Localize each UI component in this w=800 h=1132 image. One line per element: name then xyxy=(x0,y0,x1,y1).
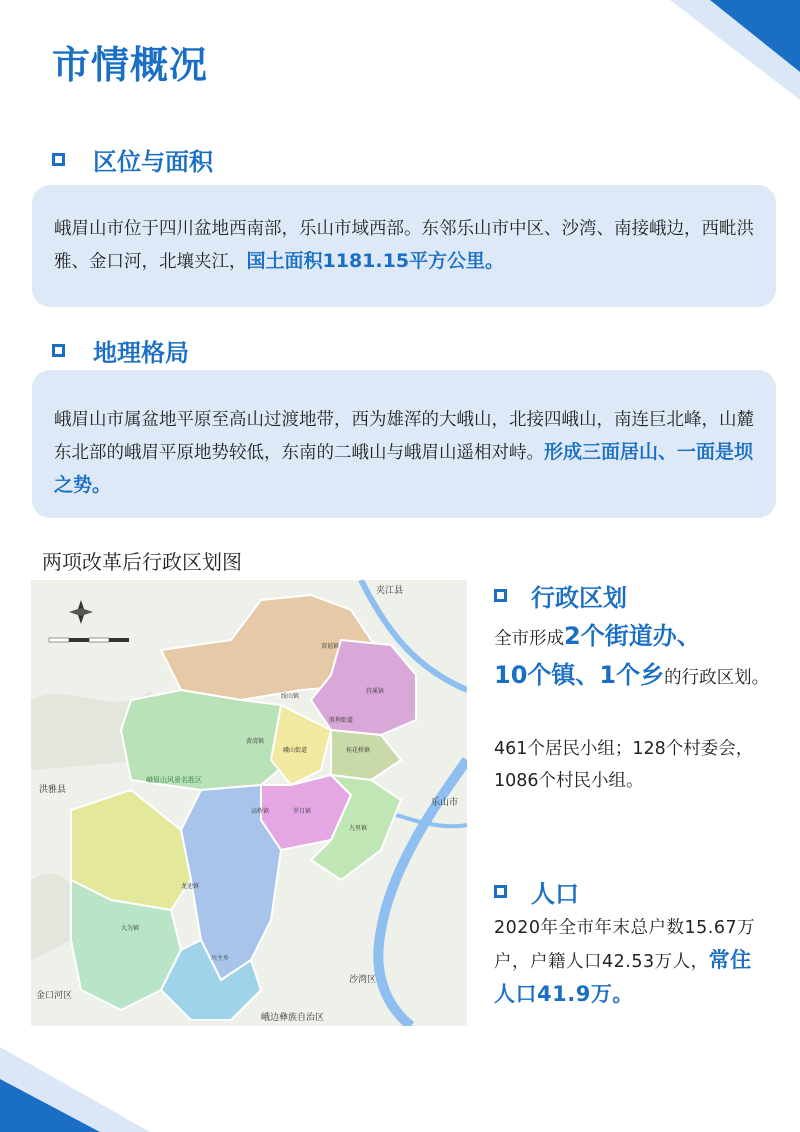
map-label-shuangkou: 川主乡 xyxy=(211,955,230,962)
square-bullet-icon xyxy=(494,589,507,602)
section-heading-location xyxy=(52,142,213,177)
square-bullet-icon xyxy=(52,344,65,357)
section-heading-admin xyxy=(494,578,627,613)
map-label-shawan: 沙湾区 xyxy=(349,975,377,985)
admin-line2-text: 的行政区划。 xyxy=(664,668,770,688)
map-label-scenic: 峨眉山风景名胜区 xyxy=(146,776,202,784)
section-title: 区位与面积 xyxy=(93,148,213,176)
corner-decoration-bottom-left xyxy=(0,1037,170,1132)
section-title: 地理格局 xyxy=(93,339,189,367)
square-bullet-icon xyxy=(52,153,65,166)
section-heading-population xyxy=(494,874,579,909)
map-label-ebian: 峨边彝族自治区 xyxy=(261,1013,325,1023)
map-label-gaoqiao: 高桥镇 xyxy=(251,808,270,815)
map-label-jinkouhe: 金口河区 xyxy=(36,991,73,1001)
admin-detail: 461个居民小组；128个村委会，1086个村民小组。 xyxy=(494,739,754,791)
map-caption: 两项改革后行政区划图 xyxy=(42,550,242,574)
page-title: 市情概况 xyxy=(52,43,209,87)
geography-panel xyxy=(32,370,776,518)
map-label-jiajiang: 夹江县 xyxy=(376,586,404,596)
admin-summary xyxy=(494,618,770,696)
population-text: 2020年全市年末总户数15.67万户，户籍人口42.53万人， xyxy=(494,918,756,972)
map-label-longchi: 龙池镇 xyxy=(181,883,200,890)
admin-line1-text: 全市形成 xyxy=(494,629,564,649)
location-highlight: 国土面积1181.15平方公里。 xyxy=(246,250,505,272)
map-label-jiuli: 九里镇 xyxy=(349,825,368,832)
location-text: 峨眉山市位于四川盆地西南部，乐山市域西部。东邻乐山市中区、沙湾、南接峨边，西毗洪雅、金口河，北壤夹江， xyxy=(54,219,754,272)
square-bullet-icon xyxy=(494,885,507,898)
administrative-map xyxy=(31,580,467,1026)
admin-streets: 2个街道办、 xyxy=(564,622,701,650)
section-title: 行政区划 xyxy=(531,584,627,612)
map-label-fuxi: 符溪镇 xyxy=(366,688,385,695)
map-label-leshan: 乐山市 xyxy=(431,798,459,808)
section-title: 人口 xyxy=(531,880,579,908)
location-panel xyxy=(32,185,776,307)
map-label-huangwan: 黄湾镇 xyxy=(246,738,265,745)
geography-highlight: 形成三面居山、一面是坝之势。 xyxy=(54,441,754,496)
map-label-dawei: 大为镇 xyxy=(121,925,140,932)
map-label-luomu: 罗目镇 xyxy=(293,808,312,815)
population-highlight: 常住人口41.9万。 xyxy=(494,948,752,1006)
geography-text: 峨眉山市属盆地平原至高山过渡地带，西为雄浑的大峨山，北接四峨山，南连巨北峰，山麓东北部的峨眉平原地势较低，东南的二峨山与峨眉山遥相对峙。 xyxy=(54,410,754,463)
map-label-hongya: 洪雅县 xyxy=(39,785,67,795)
map-label-suishan: 绥山镇 xyxy=(281,693,300,700)
map-label-shuangfu: 双福镇 xyxy=(321,643,340,650)
population-panel xyxy=(494,912,770,1012)
corner-decoration-top-right xyxy=(610,0,800,110)
section-heading-geography xyxy=(52,333,189,368)
admin-towns: 10个镇、1个乡 xyxy=(494,661,665,689)
map-label-shengli: 胜利街道 xyxy=(329,717,354,724)
map-label-guihua: 桂花桥镇 xyxy=(346,747,371,754)
map-label-emeishan-street: 峨山街道 xyxy=(283,747,308,754)
